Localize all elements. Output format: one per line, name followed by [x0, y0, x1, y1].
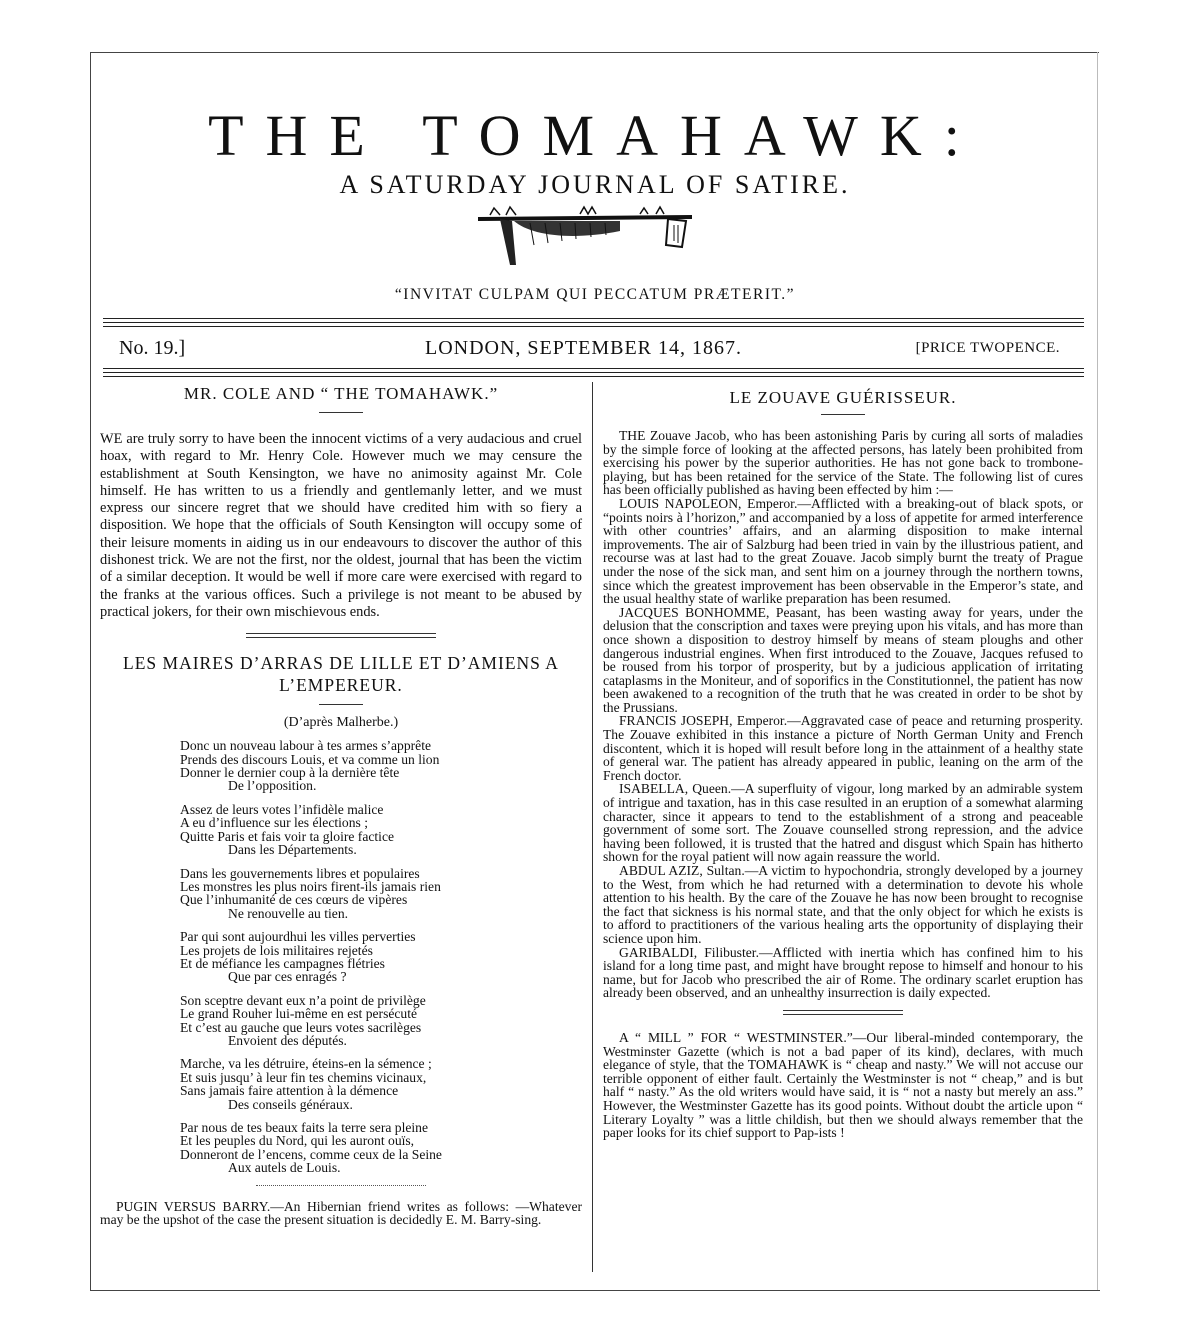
article-paragraph	[603, 606, 1083, 715]
poem-line: Sans jamais faire attention à la démence	[180, 1083, 399, 1099]
poem-line: Le grand Rouher lui-même en est persécuté	[180, 1006, 418, 1022]
poem-line: Son sceptre devant eux n’a point de privilège	[180, 992, 426, 1008]
rule	[103, 322, 1084, 323]
issue-line	[103, 337, 1084, 361]
tomahawk-icon	[470, 205, 700, 275]
double-rule	[246, 633, 436, 638]
poem-line: Des conseils généraux.	[228, 1096, 353, 1112]
poem-line: Et suis jusqu’ à leur fin tes chemins vicinaux,	[180, 1069, 427, 1085]
note-lead: A “ MILL ” FOR “ WESTMINSTER.”	[619, 1029, 853, 1045]
issue-number: No. 19.]	[119, 337, 186, 359]
article-title: LE ZOUAVE GUÉRISSEUR.	[729, 388, 957, 407]
poem-line: Dans les Départements.	[228, 842, 357, 858]
paragraph-text: Peasant, has been wasting away for years, under the delusion that the conscription and taxes were preying upon his vitals, and has more than once shown a disposition to destroy himself by means of steam ploughs and other dangerous industrial engines. When first introduced to the Zouave, Jacques refused to be roused from his torpor of prosperity, but by a judicious application of irritating cataplasms in the Moniteur, and of soporifics in the Constitutionnel, the patient has now been awakened to a recognition of the truth that he was created in order to be shot by the Prussians.	[603, 604, 1084, 715]
paragraph-lead: FRANCIS JOSEPH,	[619, 713, 733, 729]
poem-attribution: (D’après Malherbe.)	[283, 715, 399, 731]
article-paragraph	[603, 782, 1083, 864]
masthead-title: THE TOMAHAWK:	[208, 103, 982, 168]
poem-line: Par qui sont aujourdhui les villes perverties	[180, 929, 416, 945]
paragraph-lead: ISABELLA,	[619, 781, 689, 797]
article-title: MR. COLE AND “ THE TOMAHAWK.”	[183, 384, 499, 403]
poem-line: Ne renouvelle au tien.	[228, 905, 349, 921]
poem-line: De l’opposition.	[228, 778, 317, 794]
short-rule	[319, 704, 363, 705]
page-frame-bottom	[90, 1290, 1100, 1291]
article-paragraph	[603, 864, 1083, 946]
poem-stanza	[180, 930, 582, 984]
rule	[103, 318, 1084, 319]
motto: “INVITAT CULPAM QUI PECCATUM PRÆTERIT.”	[394, 286, 796, 303]
poem-line: Et les peuples du Nord, qui les auront ouïs,	[180, 1133, 415, 1149]
poem-stanza	[180, 739, 582, 793]
note-westminster	[603, 1031, 1083, 1140]
paragraph-lead: THE	[619, 428, 646, 443]
poem-line: Et c’est au gauche que leurs votes sacrilèges	[180, 1019, 422, 1035]
dotted-rule	[256, 1185, 426, 1186]
poem-stanza	[180, 994, 582, 1048]
paragraph-text: Emperor.—Afflicted with a breaking-out of black spots, or “points noirs à l’horizon,” and accompanied by a loss of appetite for armed interference with other countries’ affairs, and an alarming disposition to make internal improvements. The air of Salzburg had been tried in vain by the illustrious patient, and recourse was at last had to the great Zouave. Jacob simply burnt the treaty of Prague under the nose of the sick man, and sent him on a journey through the northern towns, since which the greatest improvement has been observable in the Emperor’s state, and the usual healthy state of warlike preparation has been resumed.	[603, 495, 1083, 607]
poem-line: Quitte Paris et fais voir ta gloire factice	[180, 828, 395, 844]
poem-line: Envoient des députés.	[228, 1032, 347, 1048]
poem-line: Et de méfiance les campagnes flétries	[180, 955, 385, 971]
poem-line: Donc un nouveau labour à tes armes s’apprête	[180, 738, 432, 754]
paragraph-text: Queen.—A superfluity of vigour, long marked by an admirable system of intrigue and taxation, has in this case resulted in an eruption of a somewhat alarming character, since it appears to tend to the establishment of a strong and peaceable government of some sort. The Zouave counselled strong repression, and the advice having been followed, it is trusted that the hatred and disgust which Spain has hitherto shown for the royal patient will now again reassure the world.	[603, 781, 1083, 865]
note-body: —Our liberal-minded contemporary, the Westminster Gazette (which is not a bad paper of its kind), declares, with much elegance of style, that the TOMAHAWK is “ cheap and nasty.” We will not accuse our terrible opponent of either fault. Certainly the Westminster is not “ cheap,” and is but half “ nasty.” As the old writers would have said, it is “ not a nasty but merely an ass.” However, the Westminster Gazette has its good points. Without doubt the article upon “ Literary Loyalty ” was a little childish, but then we should always remember that the paper looks for its chief support to Pap-ists !	[603, 1029, 1083, 1141]
article-paragraph	[603, 714, 1083, 782]
paragraph-text: Emperor.—Aggravated case of peace and returning prosperity. The Zouave exhibited in this instance a picture of North German Unity and French discontent, which it is hoped will result before long in the attainment of a healthy state of general war. The patient has already appeared in public, leaning on the arm of the French doctor.	[603, 713, 1084, 783]
issue-date: LONDON, SEPTEMBER 14, 1867.	[425, 337, 743, 359]
paragraph-lead: JACQUES BONHOMME,	[619, 604, 770, 620]
note-body: —An Hibernian friend writes as follows: —Whatever may be the upshot of the case the present situation is decidedly E. M. Barry-sing.	[100, 1198, 583, 1228]
poem-line: Aux autels de Louis.	[228, 1160, 341, 1176]
poem-line: Les monstres les plus noirs firent-ils jamais rien	[180, 878, 441, 894]
double-rule	[783, 1010, 903, 1015]
paragraph-text: Sultan.—A victim to hypochondria, strongly developed by a journey to the West, from which he had returned with a determination to devote his whole attention to his health. By the care of the Zouave he has now been brought to recognise the fact that sickness is his normal state, and that the only object for which he exists is to afford to practitioners of the various healing arts the opportunity of displaying their science upon him.	[603, 863, 1083, 946]
page-frame-right	[1097, 52, 1098, 1290]
note-lead: PUGIN VERSUS BARRY.	[116, 1198, 271, 1214]
poem-line: Les projets de lois militaires rejetés	[180, 942, 373, 958]
column-divider	[592, 382, 593, 1272]
rule	[103, 376, 1084, 377]
paragraph-lead: LOUIS NAPOLEON,	[619, 495, 742, 511]
right-column	[603, 384, 1083, 1140]
paragraph-text: Filibuster.—Afflicted with inertia which has confined him to his island for a long time past, and might have brought repose to himself and honour to his name, but for Jacob who prescribed the air of Rome. The ordinary scarlet eruption has already been observed, and an unhealthy insurrection is daily expected.	[603, 944, 1083, 1001]
masthead-subtitle: A SATURDAY JOURNAL OF SATIRE.	[339, 170, 851, 199]
rule	[103, 368, 1084, 369]
poem-stanza	[180, 867, 582, 921]
poem-line: Par nous de tes beaux faits la terre sera pleine	[180, 1120, 428, 1136]
paragraph-lead: ABDUL AZIZ,	[619, 863, 703, 878]
article-paragraph	[603, 497, 1083, 606]
poem-line: Marche, va les détruire, éteins-en la sémence ;	[180, 1056, 432, 1072]
poem-line: Que par ces enragés ?	[228, 969, 347, 985]
short-rule	[319, 412, 363, 413]
poem-line: Prends des discours Louis, et va comme un lion	[180, 751, 440, 767]
poem-line: Assez de leurs votes l’infidèle malice	[180, 801, 384, 817]
rule	[103, 372, 1084, 373]
article-title: LES MAIRES D’ARRAS DE LILLE ET D’AMIENS A L’EMPEREUR.	[123, 653, 559, 696]
article-body: WE are truly sorry to have been the innocent victims of a very audacious and cruel hoax, with regard to Mr. Henry Cole. However much we may censure the establishment at South Kensington, we have no animosity against Mr. Cole himself. He has written to us a friendly and gentlemanly letter, and we must express our sincere regret that we should have credited him with so fiery a disposition. We hope that the officials of South Kensington will occupy some of their leisure moments in aiding us in our endeavours to discover the author of this dishonest trick. We are not the first, nor the oldest, journal that has been the victim of a similar deception. It would be well if more care were exercised with regard to the franks at the various offices. Such a privilege is not meant to be abused by practical jokers, for their own mischievous ends.	[100, 431, 582, 620]
poem-line: Donner le dernier coup à la dernière tête	[180, 765, 400, 781]
article-paragraph	[603, 429, 1083, 497]
issue-price: [PRICE TWOPENCE.	[915, 340, 1060, 356]
left-column	[100, 384, 582, 1227]
poem-line: Que l’inhumanité de ces cœurs de vipères	[180, 892, 408, 908]
rule	[103, 326, 1084, 327]
poem-line: Donneront de l’encens, comme ceux de la Seine	[180, 1146, 442, 1162]
poem-line: Dans les gouvernements libres et populaires	[180, 865, 420, 881]
article-paragraph	[603, 946, 1083, 1000]
note-pugin	[100, 1200, 582, 1227]
poem-stanza	[180, 803, 582, 857]
paragraph-text: Zouave Jacob, who has been astonishing Paris by curing all sorts of maladies by the simple force of looking at the affected persons, has lately been prohibited from exercising his power by the superior authorities. He has not gone back to trombone-playing, but has been retained for the service of the State. The following list of cures has been officially published as having been effected by him :—	[603, 428, 1083, 498]
poem-line: A eu d’influence sur les élections ;	[180, 815, 368, 831]
short-rule	[821, 414, 865, 415]
paragraph-lead: GARIBALDI,	[619, 944, 698, 960]
poem-stanza	[180, 1057, 582, 1111]
poem	[180, 739, 582, 1174]
poem-stanza	[180, 1121, 582, 1175]
